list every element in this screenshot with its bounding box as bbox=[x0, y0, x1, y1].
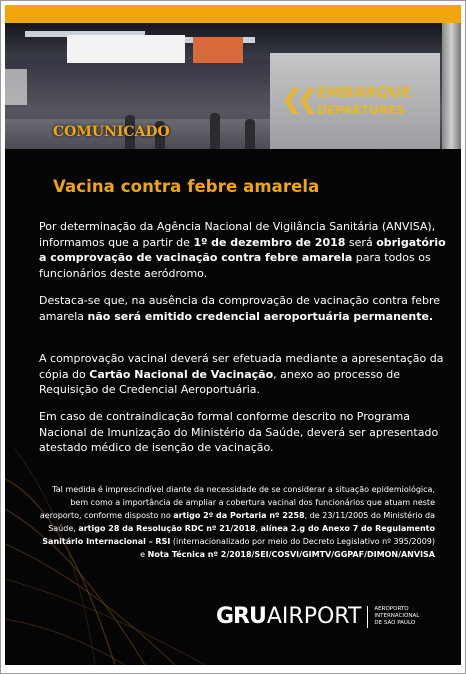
top-accent-bar bbox=[5, 5, 461, 23]
logo-brand-light: AIRPORT bbox=[266, 604, 362, 629]
paragraph-3: A comprovação vacinal deverá ser efetuada mediante a apresentação da cópia do Cartão Nacional de Vacinação, anexo ao processo de Requisição de Credencial Aeroportuária. bbox=[39, 352, 444, 396]
notice-title: Vacina contra febre amarela bbox=[53, 177, 320, 196]
logo-subtitle: AEROPORTO INTERNACIONAL DE SÃO PAULO bbox=[374, 606, 420, 626]
paragraph-4: Em caso de contraindicação formal conforme descrito no Programa Nacional de Imunização do Ministério da Saúde, deverá ser apresentado atestado médico de isenção de vacinação. bbox=[39, 410, 439, 454]
signage-embarque: EMBARQUE bbox=[315, 83, 414, 101]
logo-brand-bold: GRU bbox=[216, 604, 266, 629]
comunicado-heading: COMUNICADO bbox=[53, 124, 170, 140]
chevron-arrows-icon: ❮❮ bbox=[281, 85, 313, 115]
paragraph-2: Destaca-se que, na ausência da comprovação de vacinação contra febre amarela não será emitido credencial aeroportuária permanente. bbox=[39, 294, 441, 323]
paragraph-1: Por determinação da Agência Nacional de Vigilância Sanitária (ANVISA), informamos que a partir de 1º de dezembro de 2018 será obrigatório a comprovação de vacinação contra febre amarela para todos os funcionários deste aeródromo. bbox=[39, 220, 446, 280]
legal-fine-print: Tal medida é imprescindível diante da necessidade de se considerar a situação epidemiológica, bem como a importância de ampliar a cobertura vacinal dos funcionários que atuam neste aeroporto, conforme disposto no artigo 2º da Portaria nº 2258, de 23/11/2005 do Ministério da Saúde, artigo 28 da Resolução RDC nº 21/2018, alínea 2.g do Anexo 7 do Regulamento Sanitário Internacional – RSI (internacionalizado por meio do Decreto Legislativo nº 395/2009) e Nota Técnica nº 2/2018/SEI/COSVI/GIMTV/GGPAF/DIMON/ANVISA bbox=[39, 485, 435, 559]
signage-departures: DEPARTURES bbox=[316, 103, 406, 117]
gru-airport-logo bbox=[216, 604, 419, 629]
